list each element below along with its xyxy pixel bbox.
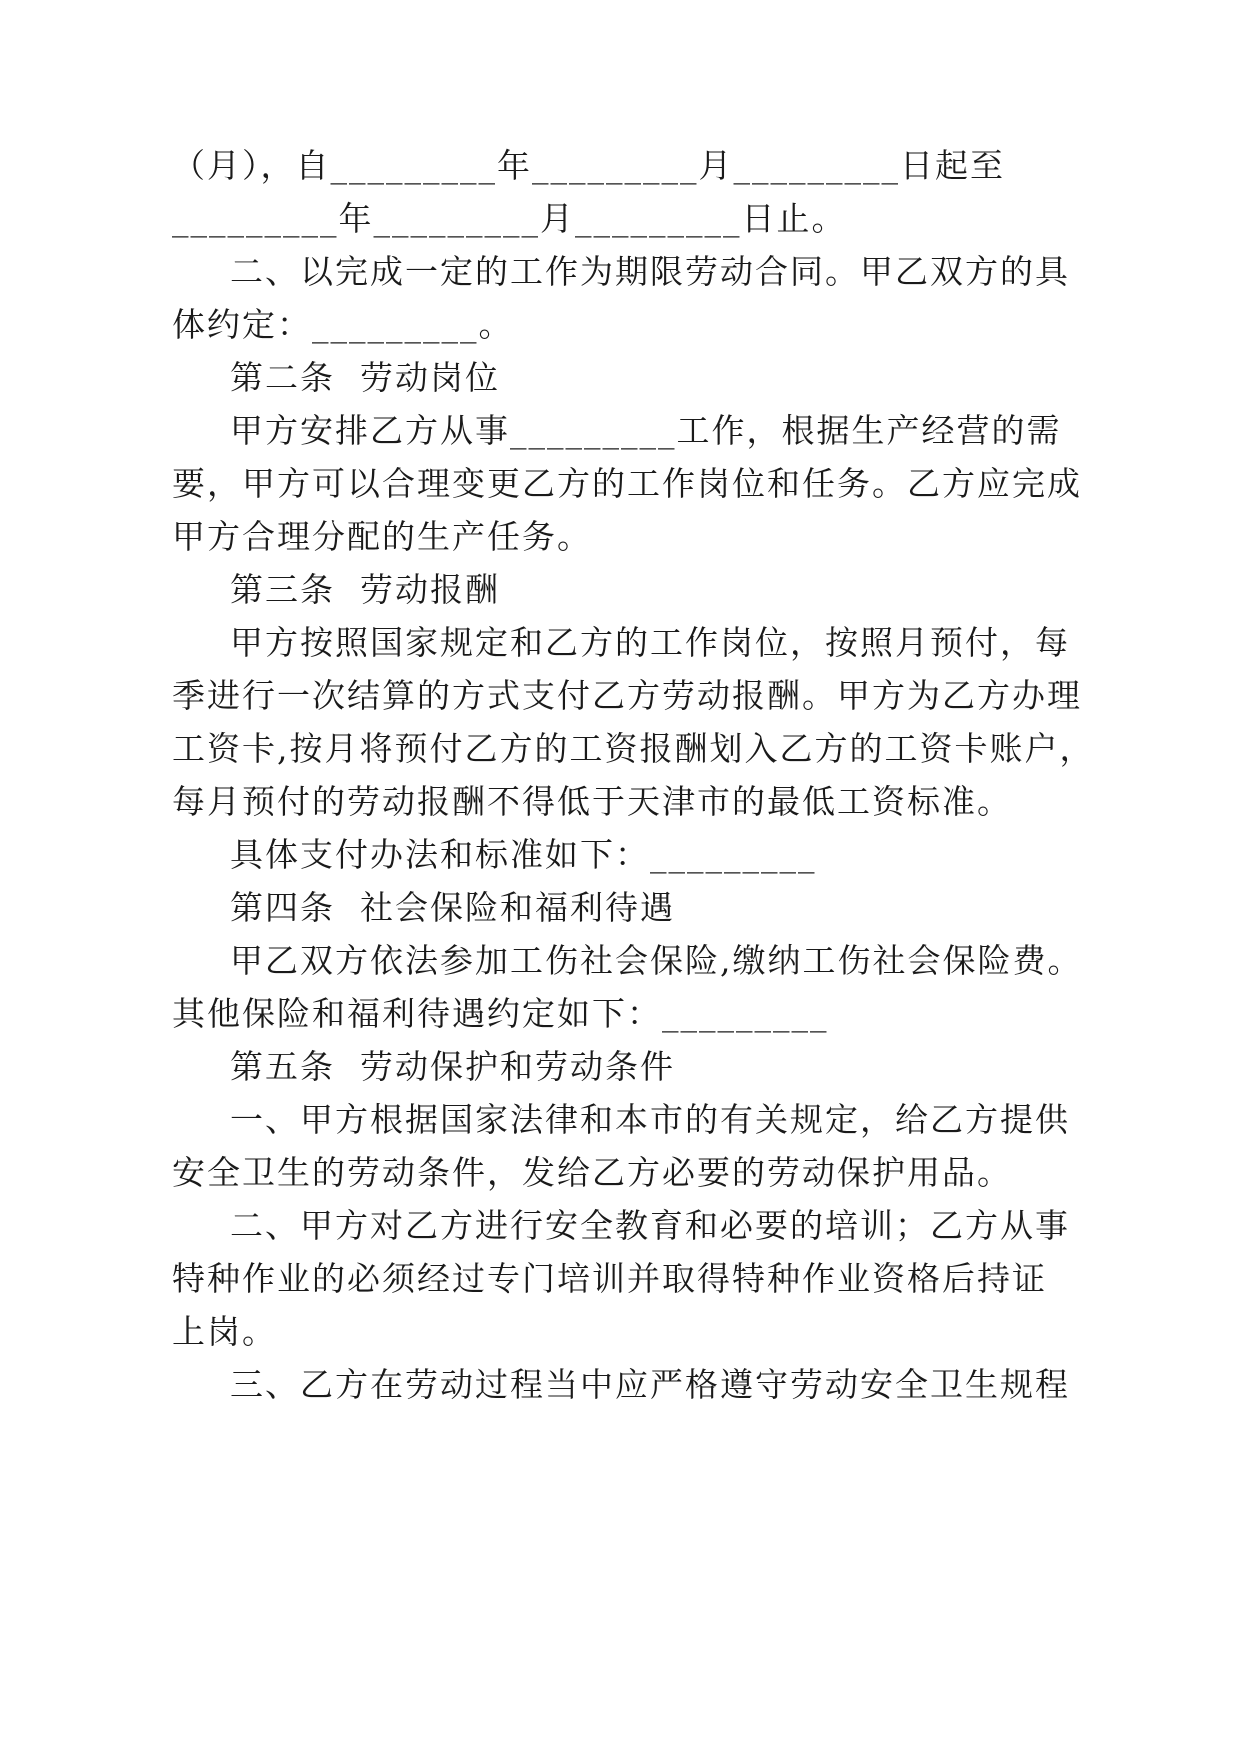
text-line: 一、甲方根据国家法律和本市的有关规定，给乙方提供 — [230, 1100, 1070, 1139]
text-line: 上岗。 — [172, 1312, 277, 1351]
text-line: 工资卡,按月将预付乙方的工资报酬划入乙方的工资卡账户， — [172, 729, 1095, 768]
text-line: _________年_________月_________日止。 — [172, 199, 847, 238]
text-line: 其他保险和福利待遇约定如下：_________ — [172, 994, 829, 1033]
text-line: 安全卫生的劳动条件，发给乙方必要的劳动保护用品。 — [172, 1153, 1012, 1192]
section-heading: 第二条 劳动岗位 — [230, 358, 500, 397]
text-line: 体约定：_________。 — [172, 305, 514, 344]
text-line: 二、以完成一定的工作为期限劳动合同。甲乙双方的具 — [230, 252, 1070, 291]
text-line: 具体支付办法和标准如下：_________ — [230, 835, 817, 874]
text-line: 甲乙双方依法参加工伤社会保险,缴纳工伤社会保险费。 — [230, 941, 1083, 980]
text-line: 每月预付的劳动报酬不得低于天津市的最低工资标准。 — [172, 782, 1012, 821]
text-line: 要，甲方可以合理变更乙方的工作岗位和任务。乙方应完成 — [172, 464, 1082, 503]
text-line: 甲方按照国家规定和乙方的工作岗位，按照月预付，每 — [230, 623, 1070, 662]
text-line: 甲方安排乙方从事_________工作，根据生产经营的需 — [230, 411, 1062, 450]
text-line: 特种作业的必须经过专门培训并取得特种作业资格后持证 — [172, 1259, 1047, 1298]
section-heading: 第四条 社会保险和福利待遇 — [230, 888, 675, 927]
text-line: （月），自_________年_________月_________日起至 — [172, 146, 1005, 185]
text-line: 二、甲方对乙方进行安全教育和必要的培训；乙方从事 — [230, 1206, 1070, 1245]
section-heading: 第五条 劳动保护和劳动条件 — [230, 1047, 675, 1086]
text-line: 甲方合理分配的生产任务。 — [172, 517, 592, 556]
text-line: 三、乙方在劳动过程当中应严格遵守劳动安全卫生规程 — [230, 1365, 1070, 1404]
section-heading: 第三条 劳动报酬 — [230, 570, 500, 609]
text-line: 季进行一次结算的方式支付乙方劳动报酬。甲方为乙方办理 — [172, 676, 1082, 715]
